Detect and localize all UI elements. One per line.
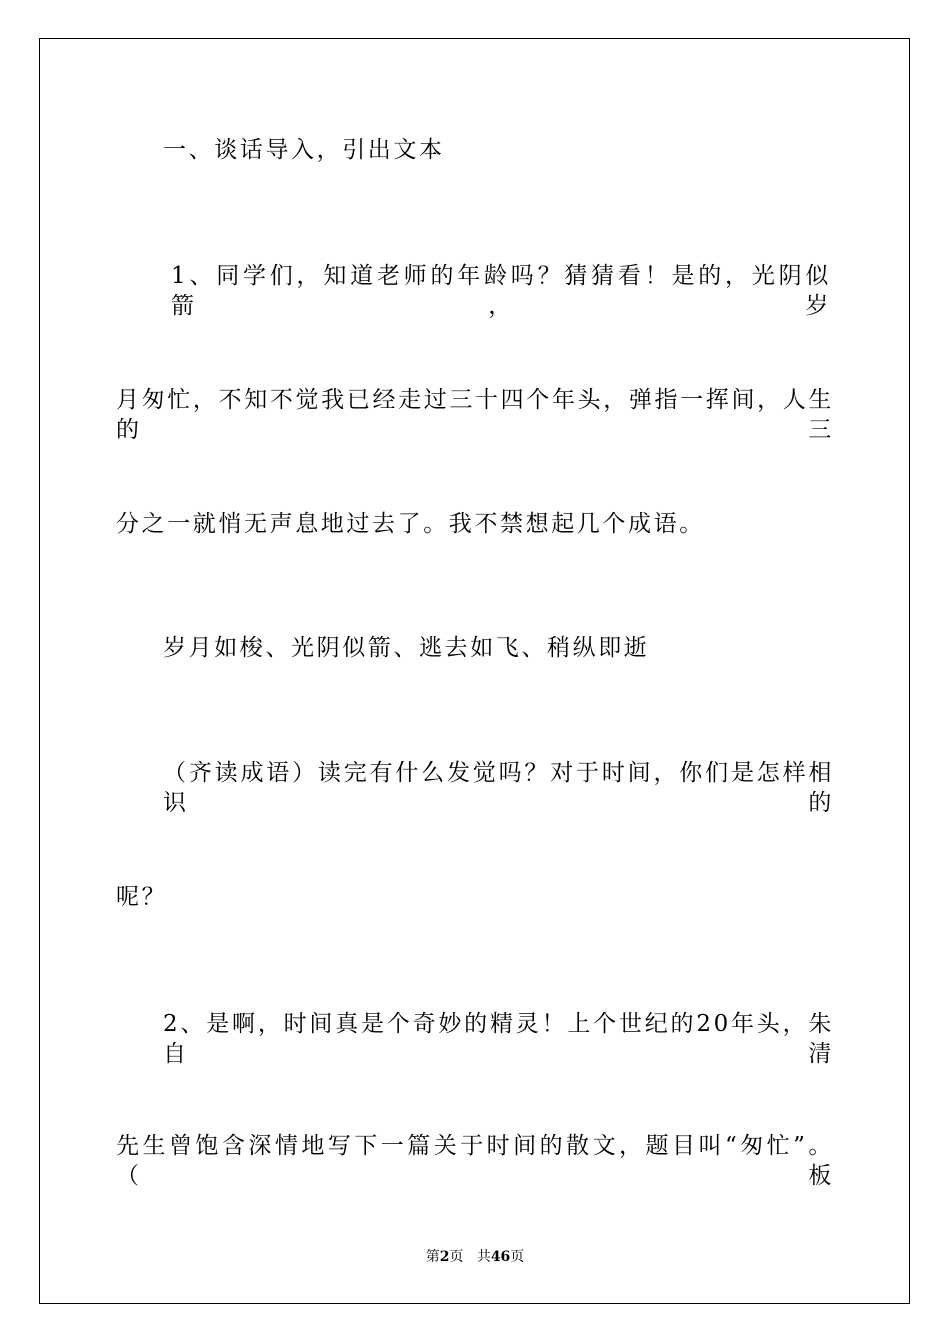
footer-total-pages: 46	[490, 1249, 511, 1265]
paragraph-line: 分之一就悄无声息地过去了。我不禁想起几个成语。	[116, 511, 705, 537]
section-heading: 一、谈话导入，引出文本	[163, 137, 445, 163]
paragraph-line: 先生曾饱含深情地写下一篇关于时间的散文，题目叫“匆忙”。（板	[116, 1133, 834, 1189]
footer-total-suffix: 页	[510, 1249, 525, 1265]
footer-page-prefix: 第	[425, 1249, 440, 1265]
paragraph-line: 呢？	[116, 884, 168, 910]
idiom-list: 岁月如梭、光阴似箭、逃去如飞、稍纵即逝	[163, 635, 650, 661]
paragraph-line: 1、同学们，知道老师的年龄吗？猜猜看！是的，光阴似箭，岁	[171, 263, 831, 319]
paragraph-line: 月匆忙，不知不觉我已经走过三十四个年头，弹指一挥间，人生的三	[116, 387, 834, 443]
footer-page-suffix: 页	[449, 1249, 464, 1265]
page-footer	[0, 1248, 950, 1266]
paragraph-line: （齐读成语）读完有什么发觉吗？对于时间，你们是怎样相识的	[163, 760, 834, 816]
footer-total-prefix: 共	[476, 1249, 491, 1265]
footer-page-number: 2	[439, 1249, 450, 1265]
paragraph-line: 2、是啊，时间真是个奇妙的精灵！上个世纪的20年头，朱自清	[163, 1011, 834, 1067]
page-border	[39, 38, 910, 1304]
